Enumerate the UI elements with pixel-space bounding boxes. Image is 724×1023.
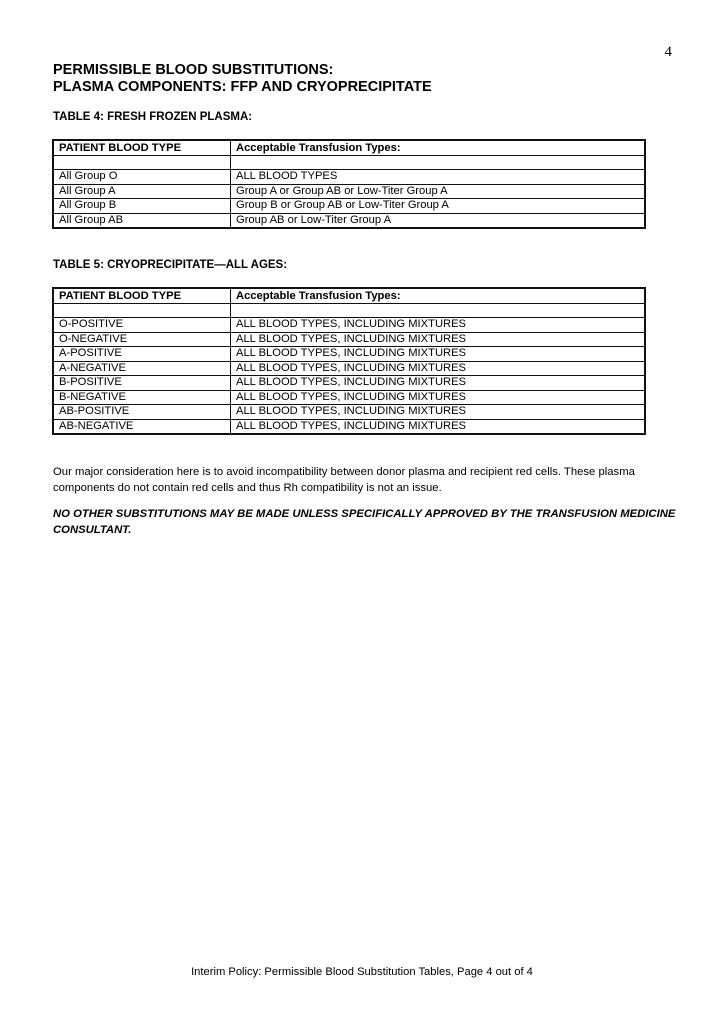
- table-header-row: [53, 288, 645, 304]
- blank-row: [53, 304, 645, 318]
- patient-type-cell: A-NEGATIVE: [53, 361, 231, 376]
- table-row: [53, 390, 645, 405]
- table5-caption: TABLE 5: CRYOPRECIPITATE—ALL AGES:: [53, 259, 288, 271]
- blank-row: [53, 156, 645, 170]
- table-header-row: [53, 140, 645, 156]
- table-row: [53, 405, 645, 420]
- table-row: [53, 419, 645, 434]
- title-line-1: PERMISSIBLE BLOOD SUBSTITUTIONS:: [53, 62, 334, 78]
- table-row: [53, 318, 645, 333]
- patient-type-cell: All Group A: [53, 184, 231, 199]
- compatibility-note: Our major consideration here is to avoid incompatibility between donor plasma and recipient red cells. These plasma components do not contain red cells and thus Rh compatibility is not an issue.: [53, 466, 635, 494]
- patient-type-cell: B-POSITIVE: [53, 376, 231, 391]
- page-title: [53, 62, 432, 96]
- patient-type-cell: O-NEGATIVE: [53, 332, 231, 347]
- table-row: [53, 213, 645, 228]
- table-row: [53, 347, 645, 362]
- table4-fresh-frozen-plasma: [52, 139, 646, 229]
- acceptable-type-cell: ALL BLOOD TYPES: [231, 170, 646, 185]
- patient-type-cell: All Group B: [53, 199, 231, 214]
- acceptable-type-cell: ALL BLOOD TYPES, INCLUDING MIXTURES: [231, 390, 646, 405]
- table-row: [53, 332, 645, 347]
- page-footer: Interim Policy: Permissible Blood Substitution Tables, Page 4 out of 4: [191, 966, 533, 978]
- patient-type-cell: AB-POSITIVE: [53, 405, 231, 420]
- acceptable-type-cell: ALL BLOOD TYPES, INCLUDING MIXTURES: [231, 405, 646, 420]
- acceptable-type-cell: ALL BLOOD TYPES, INCLUDING MIXTURES: [231, 376, 646, 391]
- header-patient-blood-type: PATIENT BLOOD TYPE: [53, 140, 231, 156]
- patient-type-cell: All Group AB: [53, 213, 231, 228]
- patient-type-cell: All Group O: [53, 170, 231, 185]
- acceptable-type-cell: ALL BLOOD TYPES, INCLUDING MIXTURES: [231, 361, 646, 376]
- patient-type-cell: O-POSITIVE: [53, 318, 231, 333]
- acceptable-type-cell: Group B or Group AB or Low-Titer Group A: [231, 199, 646, 214]
- table-row: [53, 184, 645, 199]
- table4-caption: TABLE 4: FRESH FROZEN PLASMA:: [53, 111, 253, 123]
- table-row: [53, 376, 645, 391]
- patient-type-cell: B-NEGATIVE: [53, 390, 231, 405]
- table-row: [53, 199, 645, 214]
- acceptable-type-cell: ALL BLOOD TYPES, INCLUDING MIXTURES: [231, 332, 646, 347]
- patient-type-cell: AB-NEGATIVE: [53, 419, 231, 434]
- table5-cryoprecipitate: [52, 287, 646, 435]
- acceptable-type-cell: ALL BLOOD TYPES, INCLUDING MIXTURES: [231, 347, 646, 362]
- acceptable-type-cell: Group A or Group AB or Low-Titer Group A: [231, 184, 646, 199]
- patient-type-cell: A-POSITIVE: [53, 347, 231, 362]
- title-line-2: PLASMA COMPONENTS: FFP AND CRYOPRECIPITATE: [53, 79, 432, 95]
- table-row: [53, 170, 645, 185]
- header-acceptable-types: Acceptable Transfusion Types:: [231, 140, 646, 156]
- table-row: [53, 361, 645, 376]
- page-number: 4: [664, 44, 672, 60]
- substitution-warning: NO OTHER SUBSTITUTIONS MAY BE MADE UNLESS SPECIFICALLY APPROVED BY THE TRANSFUSION MEDICINE CONSULTANT.: [53, 508, 676, 536]
- header-patient-blood-type: PATIENT BLOOD TYPE: [53, 288, 231, 304]
- acceptable-type-cell: ALL BLOOD TYPES, INCLUDING MIXTURES: [231, 318, 646, 333]
- header-acceptable-types: Acceptable Transfusion Types:: [231, 288, 646, 304]
- acceptable-type-cell: Group AB or Low-Titer Group A: [231, 213, 646, 228]
- acceptable-type-cell: ALL BLOOD TYPES, INCLUDING MIXTURES: [231, 419, 646, 434]
